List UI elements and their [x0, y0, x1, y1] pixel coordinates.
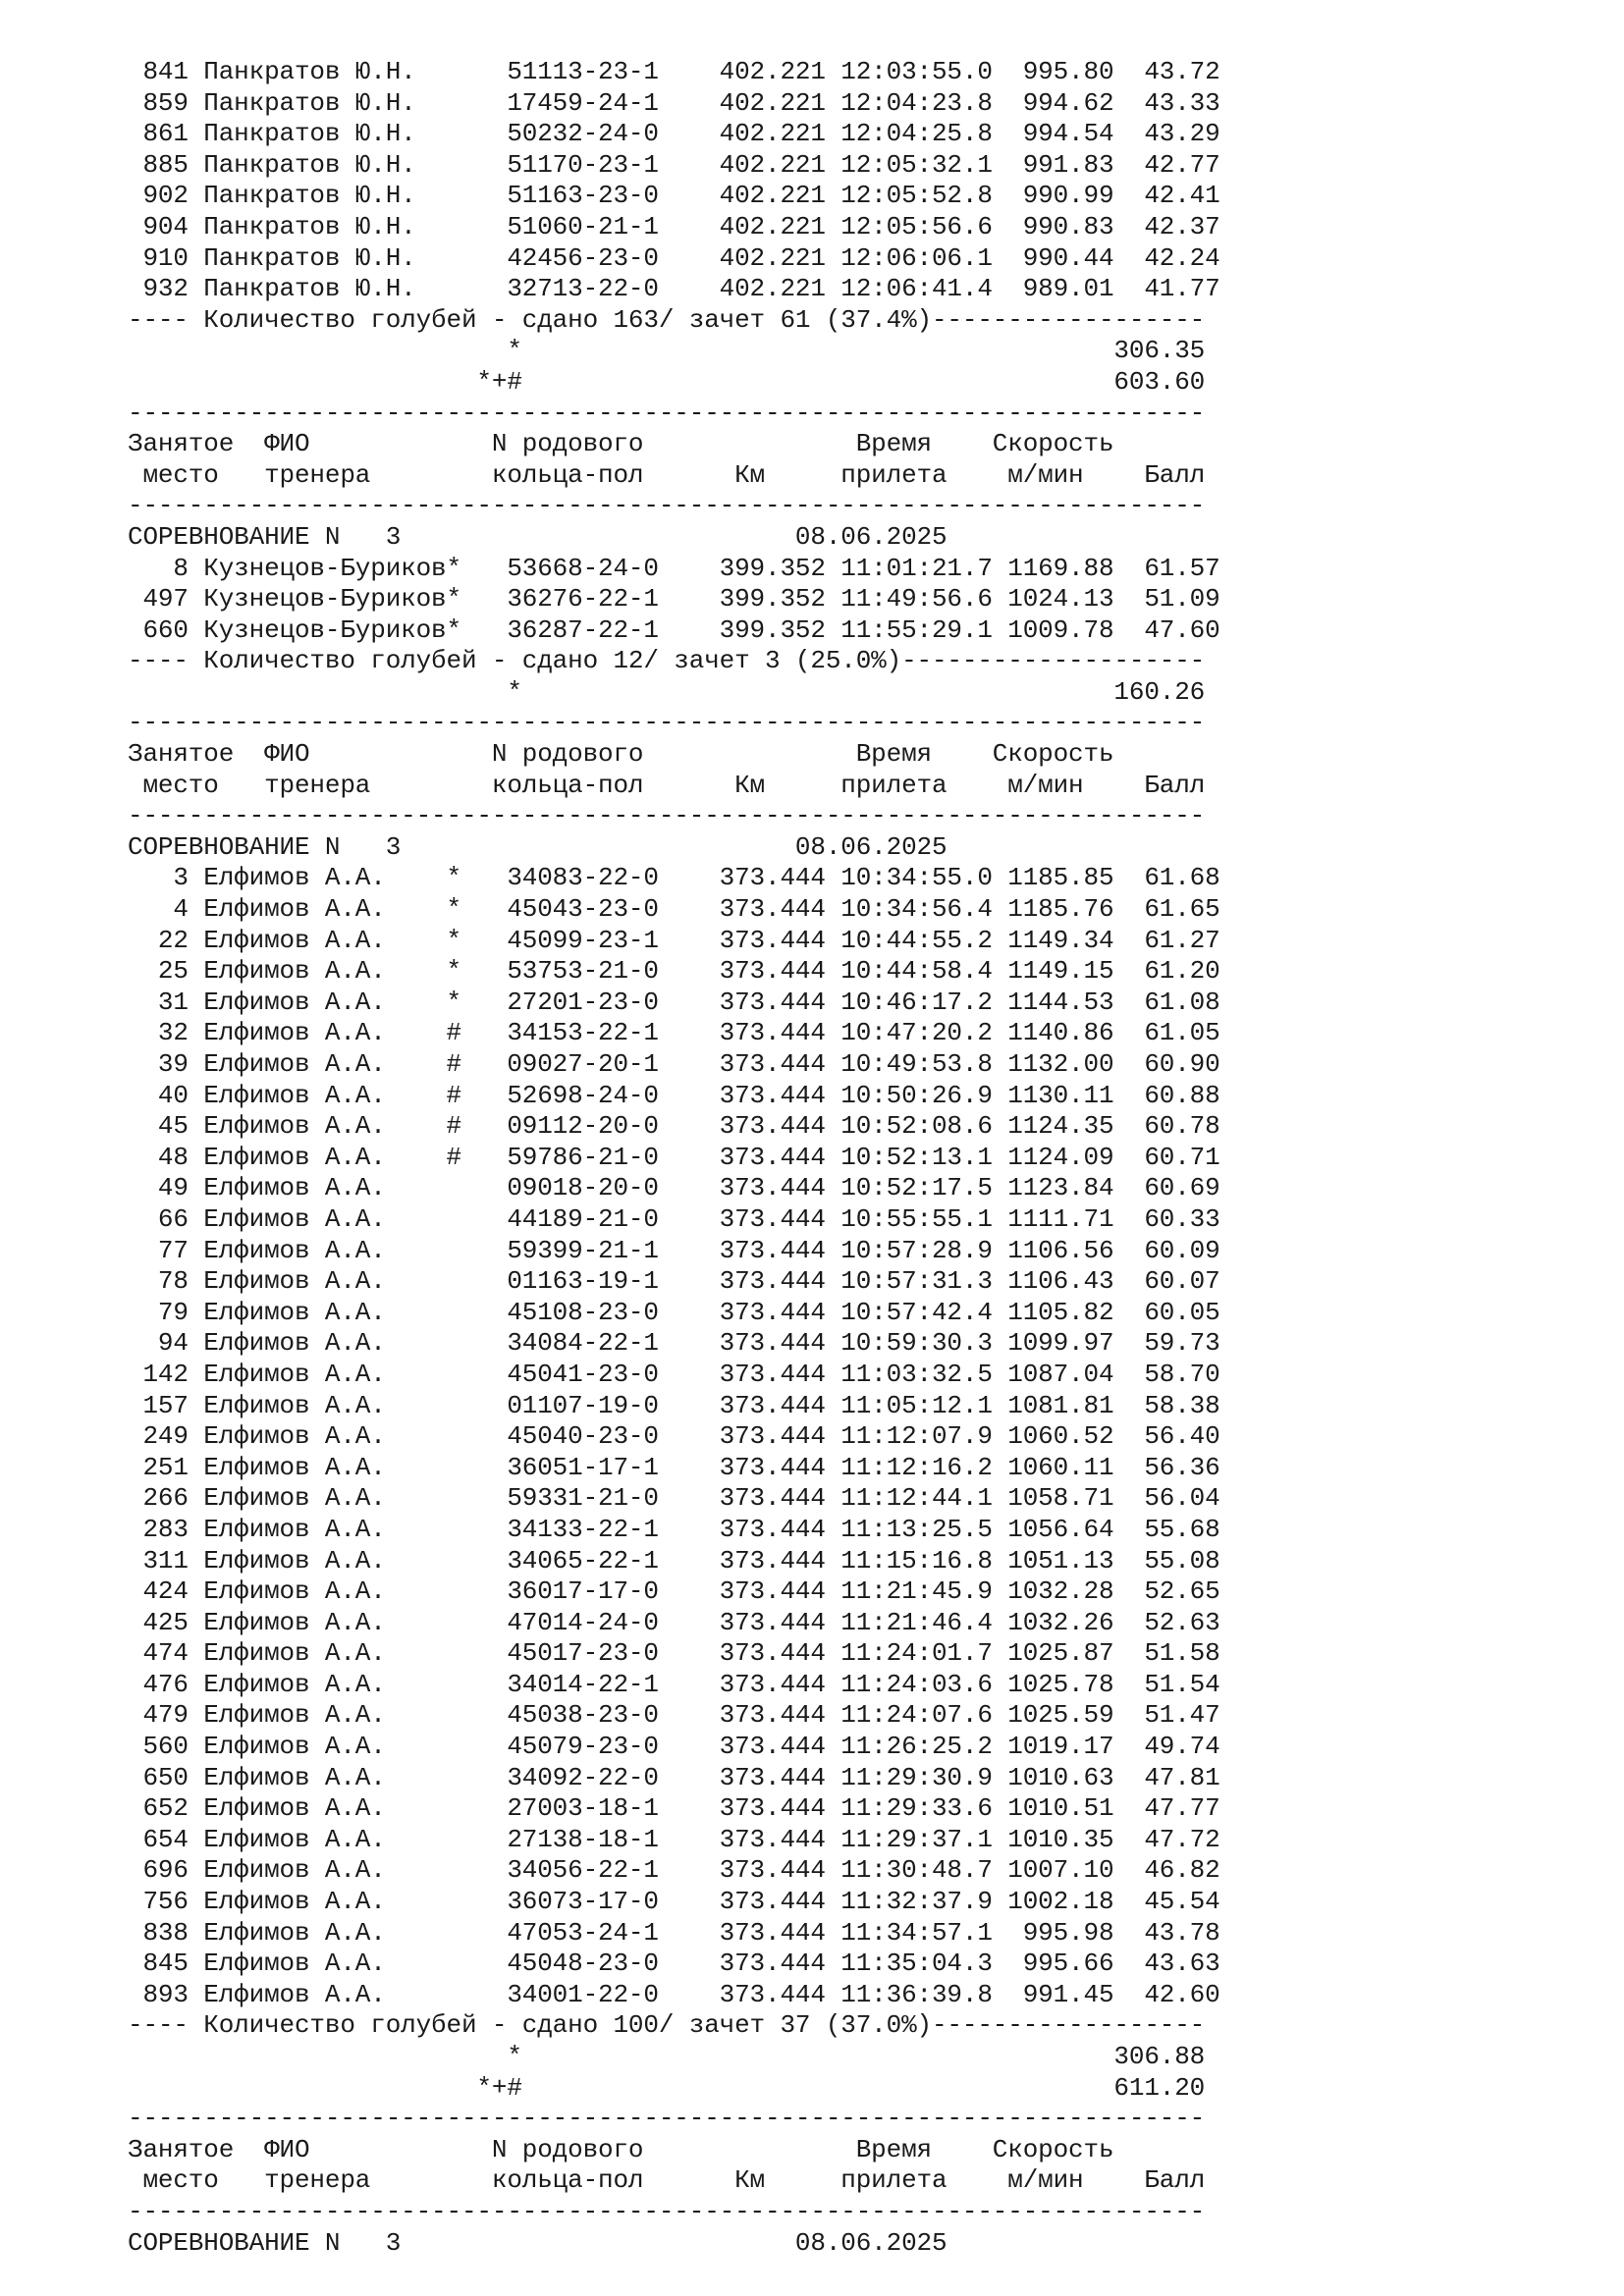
report-line: 560 Елфимов А.А. 45079-23-0 373.444 11:26:25.2 1019.17 49.74 — [128, 1732, 1220, 1762]
report-line: Занятое ФИО N родового Время Скорость — [128, 739, 1114, 770]
report-line: 249 Елфимов А.А. 45040-23-0 373.444 11:12:07.9 1060.52 56.40 — [128, 1421, 1220, 1452]
report-line: ---- Количество голубей - сдано 163/ зачет 61 (37.4%)------------------ — [128, 304, 1206, 335]
report-line: 859 Панкратов Ю.Н. 17459-24-1 402.221 12:04:23.8 994.62 43.33 — [128, 87, 1220, 118]
report-line: место тренера кольца-пол Км прилета м/мин Балл — [128, 2165, 1206, 2196]
report-line: место тренера кольца-пол Км прилета м/мин Балл — [128, 459, 1206, 490]
report-line: 77 Елфимов А.А. 59399-21-1 373.444 10:57:28.9 1106.56 60.09 — [128, 1235, 1220, 1265]
report-line: 497 Кузнецов-Буриков* 36276-22-1 399.352 11:49:56.6 1024.13 51.09 — [128, 584, 1220, 614]
report-line: 932 Панкратов Ю.Н. 32713-22-0 402.221 12:06:41.4 989.01 41.77 — [128, 274, 1220, 304]
report-line: 885 Панкратов Ю.Н. 51170-23-1 402.221 12:05:32.1 991.83 42.77 — [128, 149, 1220, 180]
report-line: СОРЕВНОВАНИЕ N 3 08.06.2025 — [128, 2227, 947, 2258]
report-line: 31 Елфимов А.А. * 27201-23-0 373.444 10:46:17.2 1144.53 61.08 — [128, 987, 1220, 1017]
report-line: ----------------------------------------------------------------------- — [128, 801, 1206, 831]
report-line: 696 Елфимов А.А. 34056-22-1 373.444 11:30:48.7 1007.10 46.82 — [128, 1855, 1220, 1886]
report-line: 157 Елфимов А.А. 01107-19-0 373.444 11:05:12.1 1081.81 58.38 — [128, 1390, 1220, 1420]
report-line: 94 Елфимов А.А. 34084-22-1 373.444 10:59:30.3 1099.97 59.73 — [128, 1328, 1220, 1359]
report-line: 251 Елфимов А.А. 36051-17-1 373.444 11:12:16.2 1060.11 56.36 — [128, 1452, 1220, 1482]
report-line: 650 Елфимов А.А. 34092-22-0 373.444 11:29:30.9 1010.63 47.81 — [128, 1762, 1220, 1792]
report-line: 652 Елфимов А.А. 27003-18-1 373.444 11:29:33.6 1010.51 47.77 — [128, 1793, 1220, 1824]
report-line: 45 Елфимов А.А. # 09112-20-0 373.444 10:52:08.6 1124.35 60.78 — [128, 1111, 1220, 1142]
report-line: СОРЕВНОВАНИЕ N 3 08.06.2025 — [128, 831, 947, 862]
report-line: 904 Панкратов Ю.Н. 51060-21-1 402.221 12:05:56.6 990.83 42.37 — [128, 211, 1220, 241]
report-line: 22 Елфимов А.А. * 45099-23-1 373.444 10:44:55.2 1149.34 61.27 — [128, 925, 1220, 955]
report-line: 40 Елфимов А.А. # 52698-24-0 373.444 10:50:26.9 1130.11 60.88 — [128, 1080, 1220, 1110]
report-line: 8 Кузнецов-Буриков* 53668-24-0 399.352 11:01:21.7 1169.88 61.57 — [128, 553, 1220, 583]
report-line: 266 Елфимов А.А. 59331-21-0 373.444 11:12:44.1 1058.71 56.04 — [128, 1483, 1220, 1514]
report-line: 3 Елфимов А.А. * 34083-22-0 373.444 10:34:55.0 1185.85 61.68 — [128, 863, 1220, 893]
report-line: СОРЕВНОВАНИЕ N 3 08.06.2025 — [128, 521, 947, 552]
report-line: *+# 603.60 — [128, 366, 1206, 397]
report-line: Занятое ФИО N родового Время Скорость — [128, 2134, 1114, 2164]
report-line: 841 Панкратов Ю.Н. 51113-23-1 402.221 12:03:55.0 995.80 43.72 — [128, 57, 1220, 86]
report-line: 902 Панкратов Ю.Н. 51163-23-0 402.221 12:05:52.8 990.99 42.41 — [128, 181, 1220, 211]
report-line: * 306.35 — [128, 336, 1206, 366]
report-line: 39 Елфимов А.А. # 09027-20-1 373.444 10:49:53.8 1132.00 60.90 — [128, 1049, 1220, 1079]
report-line: 654 Елфимов А.А. 27138-18-1 373.444 11:29:37.1 1010.35 47.72 — [128, 1824, 1220, 1854]
report-line: 4 Елфимов А.А. * 45043-23-0 373.444 10:34:56.4 1185.76 61.65 — [128, 894, 1220, 925]
report-line: ---- Количество голубей - сдано 100/ зачет 37 (37.0%)------------------ — [128, 2010, 1206, 2041]
report-line: 474 Елфимов А.А. 45017-23-0 373.444 11:24:01.7 1025.87 51.58 — [128, 1638, 1220, 1669]
report-line: 756 Елфимов А.А. 36073-17-0 373.444 11:32:37.9 1002.18 45.54 — [128, 1887, 1220, 1917]
report-line: 48 Елфимов А.А. # 59786-21-0 373.444 10:52:13.1 1124.09 60.71 — [128, 1142, 1220, 1172]
report-line: ---- Количество голубей - сдано 12/ зачет 3 (25.0%)-------------------- — [128, 646, 1206, 676]
report-line: Занятое ФИО N родового Время Скорость — [128, 429, 1114, 459]
report-line: 476 Елфимов А.А. 34014-22-1 373.444 11:24:03.6 1025.78 51.54 — [128, 1669, 1220, 1699]
report-line: ----------------------------------------------------------------------- — [128, 398, 1206, 428]
report-line: 861 Панкратов Ю.Н. 50232-24-0 402.221 12:04:25.8 994.54 43.29 — [128, 119, 1220, 149]
report-line: 479 Елфимов А.А. 45038-23-0 373.444 11:24:07.6 1025.59 51.47 — [128, 1700, 1220, 1731]
report-line: 78 Елфимов А.А. 01163-19-1 373.444 10:57:31.3 1106.43 60.07 — [128, 1266, 1220, 1297]
report-line: место тренера кольца-пол Км прилета м/мин Балл — [128, 770, 1206, 800]
report-line: ----------------------------------------------------------------------- — [128, 2196, 1206, 2226]
report-line: *+# 611.20 — [128, 2072, 1206, 2103]
report-line: 845 Елфимов А.А. 45048-23-0 373.444 11:35:04.3 995.66 43.63 — [128, 1949, 1220, 1979]
report-line: 66 Елфимов А.А. 44189-21-0 373.444 10:55:55.1 1111.71 60.33 — [128, 1203, 1220, 1234]
report-line: * 306.88 — [128, 2042, 1206, 2071]
report-line: * 160.26 — [128, 676, 1206, 707]
report-line: 424 Елфимов А.А. 36017-17-0 373.444 11:21:45.9 1032.28 52.65 — [128, 1576, 1220, 1607]
report-line: ----------------------------------------------------------------------- — [128, 708, 1206, 738]
report-line: 910 Панкратов Ю.Н. 42456-23-0 402.221 12:06:06.1 990.44 42.24 — [128, 242, 1220, 273]
report-line: 311 Елфимов А.А. 34065-22-1 373.444 11:15:16.8 1051.13 55.08 — [128, 1545, 1220, 1575]
report-line: 283 Елфимов А.А. 34133-22-1 373.444 11:13:25.5 1056.64 55.68 — [128, 1514, 1220, 1544]
report-line: 79 Елфимов А.А. 45108-23-0 373.444 10:57:42.4 1105.82 60.05 — [128, 1297, 1220, 1327]
report-line: 425 Елфимов А.А. 47014-24-0 373.444 11:21:46.4 1032.26 52.63 — [128, 1607, 1220, 1637]
report-line: 838 Елфимов А.А. 47053-24-1 373.444 11:34:57.1 995.98 43.78 — [128, 1917, 1220, 1948]
report-line: 32 Елфимов А.А. # 34153-22-1 373.444 10:47:20.2 1140.86 61.05 — [128, 1018, 1220, 1048]
report-line: ----------------------------------------------------------------------- — [128, 491, 1206, 521]
report-line: 49 Елфимов А.А. 09018-20-0 373.444 10:52:17.5 1123.84 60.69 — [128, 1173, 1220, 1203]
report-line: 893 Елфимов А.А. 34001-22-0 373.444 11:36:39.8 991.45 42.60 — [128, 1979, 1220, 2009]
report-line: 25 Елфимов А.А. * 53753-21-0 373.444 10:44:58.4 1149.15 61.20 — [128, 956, 1220, 987]
report-line: 660 Кузнецов-Буриков* 36287-22-1 399.352 11:55:29.1 1009.78 47.60 — [128, 614, 1220, 645]
report-line: ----------------------------------------------------------------------- — [128, 2104, 1206, 2134]
results-printout — [128, 57, 1220, 2259]
report-line: 142 Елфимов А.А. 45041-23-0 373.444 11:03:32.5 1087.04 58.70 — [128, 1359, 1220, 1389]
